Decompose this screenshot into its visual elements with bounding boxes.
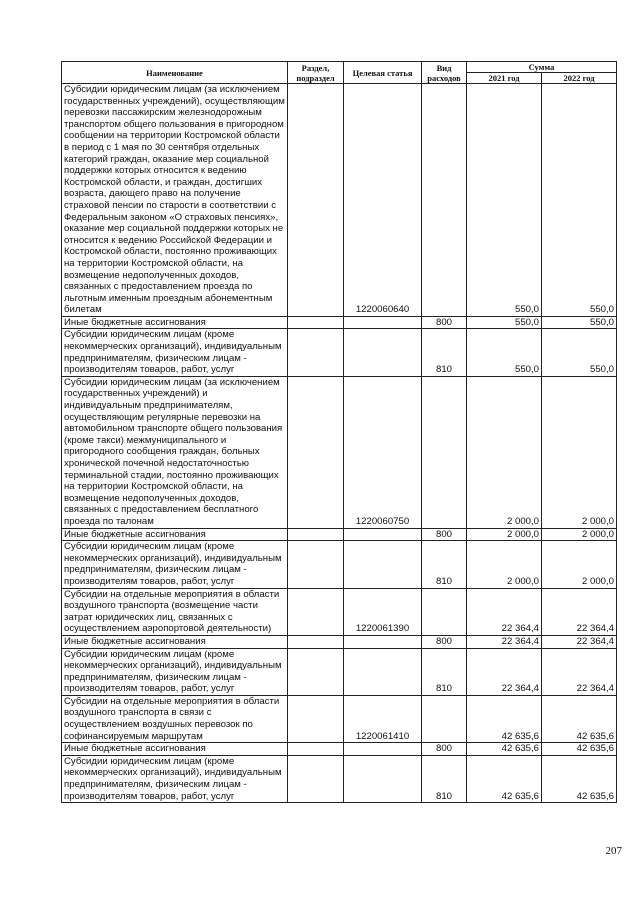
cell-name: Субсидии на отдельные мероприятия в области воздушного транспорта в связи с осуществлением воздушных перевозок по софинансируемым маршрутам — [62, 695, 288, 742]
cell-target — [344, 528, 422, 541]
cell-target: 1220060750 — [344, 376, 422, 528]
header-target: Целевая статья — [344, 62, 422, 84]
cell-section — [288, 588, 344, 635]
cell-sum-2022: 550,0 — [542, 329, 617, 376]
cell-sum-2021: 550,0 — [467, 329, 542, 376]
cell-name: Иные бюджетные ассигнования — [62, 635, 288, 648]
table-row — [62, 648, 617, 695]
header-name: Наименование — [62, 62, 288, 84]
cell-sum-2021: 22 364,4 — [467, 588, 542, 635]
table-row — [62, 541, 617, 588]
table-row — [62, 528, 617, 541]
cell-target — [344, 635, 422, 648]
cell-type — [422, 588, 467, 635]
cell-sum-2022: 42 635,6 — [542, 743, 617, 756]
cell-name: Субсидии юридическим лицам (кроме некоммерческих организаций), индивидуальным предпринимателям, физическим лицам - производителям товаров, работ, услуг — [62, 755, 288, 802]
cell-sum-2022: 22 364,4 — [542, 635, 617, 648]
cell-sum-2021: 2 000,0 — [467, 528, 542, 541]
table-row — [62, 588, 617, 635]
cell-type: 810 — [422, 541, 467, 588]
cell-section — [288, 695, 344, 742]
cell-type: 800 — [422, 316, 467, 329]
cell-target — [344, 541, 422, 588]
cell-name: Иные бюджетные ассигнования — [62, 316, 288, 329]
table-row — [62, 316, 617, 329]
cell-target — [344, 755, 422, 802]
cell-name: Субсидии юридическим лицам (кроме некоммерческих организаций), индивидуальным предпринимателям, физическим лицам - производителям товаров, работ, услуг — [62, 329, 288, 376]
cell-name: Субсидии юридическим лицам (за исключением государственных учреждений), осуществляющим перевозки пассажирским железнодорожным транспортом общего пользования в пригородном сообщении на территории Костромской области в период с 1 мая по 30 сентября отдельных категорий граждан, оказание мер социальной поддержки которых относится к ведению Костромской области, и граждан, достигших возраста, дающего право на получение страховой пенсии по старости в соответствии с Федеральным законом «О страховых пенсиях», оказание мер социальной поддержки которых не относится к ведению Российской Федерации и Костромской области, постоянно проживающих на территории Костромской области, на возмещение недополученных доходов, связанных с предоставлением проезда по льготным именным проездным абонементным билетам — [62, 84, 288, 317]
cell-type — [422, 376, 467, 528]
cell-sum-2021: 42 635,6 — [467, 743, 542, 756]
cell-section — [288, 376, 344, 528]
header-year-2022: 2022 год — [542, 73, 617, 84]
budget-table — [61, 61, 617, 803]
cell-section — [288, 316, 344, 329]
cell-sum-2022: 2 000,0 — [542, 376, 617, 528]
cell-type — [422, 695, 467, 742]
cell-name: Иные бюджетные ассигнования — [62, 528, 288, 541]
cell-name: Субсидии юридическим лицам (кроме некоммерческих организаций), индивидуальным предпринимателям, физическим лицам - производителям товаров, работ, услуг — [62, 648, 288, 695]
table-row — [62, 84, 617, 317]
cell-sum-2021: 550,0 — [467, 316, 542, 329]
cell-name: Субсидии на отдельные мероприятия в области воздушного транспорта (возмещение части затрат юридических лиц, связанных с осуществлением аэропортовой деятельности) — [62, 588, 288, 635]
cell-type: 810 — [422, 329, 467, 376]
cell-type: 800 — [422, 528, 467, 541]
table-row — [62, 755, 617, 802]
header-sum: Сумма — [467, 62, 617, 73]
cell-name: Субсидии юридическим лицам (кроме некоммерческих организаций), индивидуальным предпринимателям, физическим лицам - производителям товаров, работ, услуг — [62, 541, 288, 588]
cell-sum-2021: 2 000,0 — [467, 376, 542, 528]
header-section: Раздел, подраздел — [288, 62, 344, 84]
cell-section — [288, 84, 344, 317]
cell-section — [288, 648, 344, 695]
cell-target — [344, 743, 422, 756]
table-row — [62, 635, 617, 648]
cell-target: 1220061390 — [344, 588, 422, 635]
cell-type: 800 — [422, 635, 467, 648]
cell-sum-2021: 550,0 — [467, 84, 542, 317]
cell-sum-2022: 42 635,6 — [542, 695, 617, 742]
cell-sum-2022: 22 364,4 — [542, 588, 617, 635]
cell-target — [344, 329, 422, 376]
cell-type: 800 — [422, 743, 467, 756]
cell-name: Иные бюджетные ассигнования — [62, 743, 288, 756]
cell-sum-2022: 550,0 — [542, 316, 617, 329]
cell-target: 1220060640 — [344, 84, 422, 317]
table-row — [62, 329, 617, 376]
cell-name: Субсидии юридическим лицам (за исключением государственных учреждений) и индивидуальным предпринимателям, осуществляющим регулярные перевозки на автомобильном транспорте общего пользования (кроме такси) межмуниципального и пригородного сообщения граждан, больных хронической почечной недостаточностью терминальной стадии, постоянно проживающих на территории Костромской области, на возмещение недополученных доходов, связанных с предоставлением бесплатного проезда по талонам — [62, 376, 288, 528]
cell-section — [288, 541, 344, 588]
cell-type: 810 — [422, 648, 467, 695]
cell-type: 810 — [422, 755, 467, 802]
table-row — [62, 695, 617, 742]
cell-sum-2022: 2 000,0 — [542, 541, 617, 588]
cell-target — [344, 648, 422, 695]
cell-sum-2021: 42 635,6 — [467, 695, 542, 742]
cell-target: 1220061410 — [344, 695, 422, 742]
page-number: 207 — [605, 845, 622, 857]
cell-target — [344, 316, 422, 329]
cell-sum-2022: 2 000,0 — [542, 528, 617, 541]
cell-sum-2022: 42 635,6 — [542, 755, 617, 802]
cell-sum-2021: 22 364,4 — [467, 635, 542, 648]
cell-sum-2022: 22 364,4 — [542, 648, 617, 695]
table-body — [62, 84, 617, 803]
cell-section — [288, 743, 344, 756]
cell-sum-2021: 42 635,6 — [467, 755, 542, 802]
cell-type — [422, 84, 467, 317]
cell-sum-2022: 550,0 — [542, 84, 617, 317]
table-row — [62, 376, 617, 528]
header-year-2021: 2021 год — [467, 73, 542, 84]
header-type: Вид расходов — [422, 62, 467, 84]
cell-sum-2021: 2 000,0 — [467, 541, 542, 588]
cell-sum-2021: 22 364,4 — [467, 648, 542, 695]
cell-section — [288, 528, 344, 541]
cell-section — [288, 635, 344, 648]
cell-section — [288, 329, 344, 376]
cell-section — [288, 755, 344, 802]
table-row — [62, 743, 617, 756]
